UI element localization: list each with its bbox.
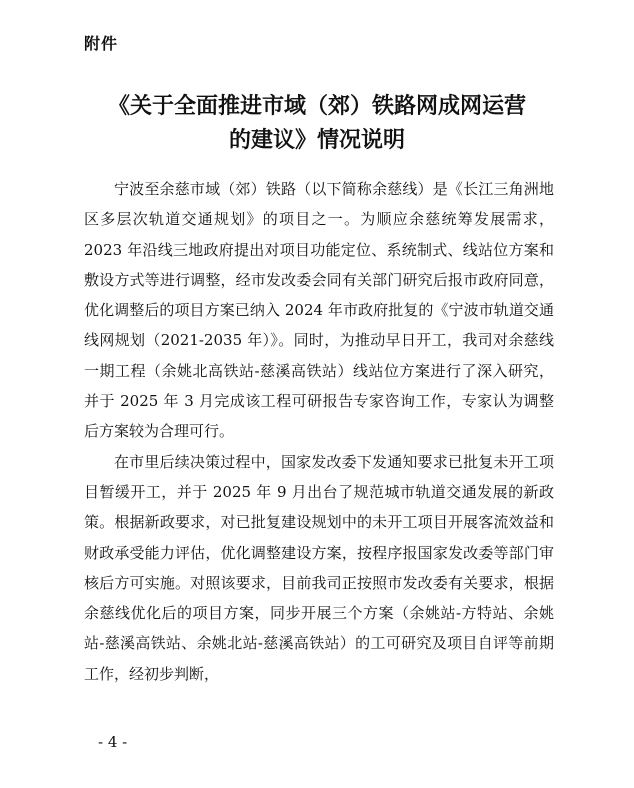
- page-number: - 4 -: [98, 733, 128, 751]
- document-title: [60, 90, 574, 158]
- title-line-2: 的建议》情况说明: [228, 128, 405, 153]
- paragraph-2: 在市里后续决策过程中，国家发改委下发通知要求已批复未开工项目暂缓开工，并于 2025 年 9 月出台了规范城市轨道交通发展的新政策。根据新政要求，对已批复建设规划中的未开工项目开展客流效益和财政承受能力评估，优化调整建设方案，按程序报国家发改委等部门审核后方可实施。对照该要求，目前我司正按照市发改委有关要求，根据余慈线优化后的项目方案，同步开展三个方案（余姚站-方特站、余姚站-慈溪高铁站、余姚北站-慈溪高铁站）的工可研究及项目自评等前期工作，经初步判断，: [84, 452, 554, 683]
- document-body: [84, 174, 554, 689]
- title-line-1: 《关于全面推进市域（郊）铁路网成网运营: [107, 94, 526, 119]
- attachment-label: 附件: [84, 34, 119, 53]
- paragraph-1: 宁波至余慈市域（郊）铁路（以下简称余慈线）是《长江三角洲地区多层次轨道交通规划》的项目之一。为顺应余慈统筹发展需求，2023 年沿线三地政府提出对项目功能定位、系统制式、线站位方案和敷设方式等进行调整，经市发改委会同有关部门研究后报市政府同意，优化调整后的项目方案已纳入 2024 年市政府批复的《宁波市轨道交通线网规划（2021-2035 年）》。同时，为推动早日开工，我司对余慈线一期工程（余姚北高铁站-慈溪高铁站）线站位方案进行了深入研究，并于 2025 年 3 月完成该工程可研报告专家咨询工作，专家认为调整后方案较为合理可行。: [84, 180, 554, 441]
